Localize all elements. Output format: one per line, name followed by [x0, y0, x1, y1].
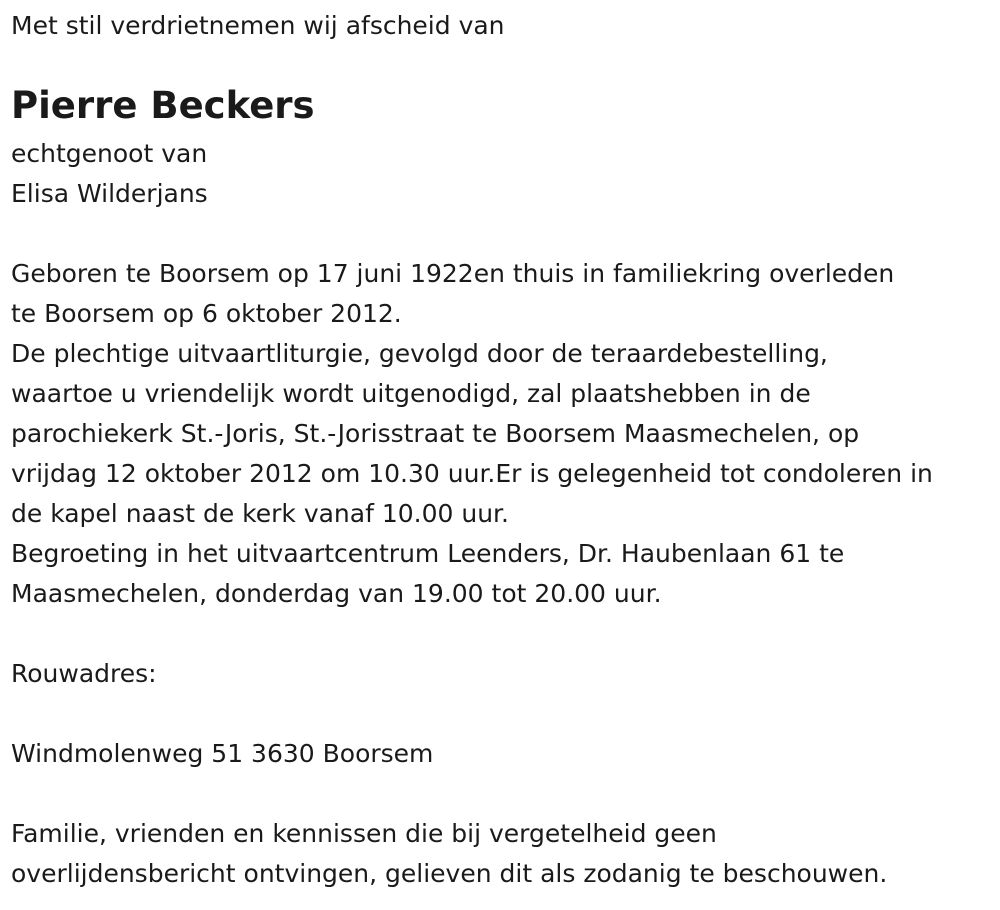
- bio-line: vrijdag 12 oktober 2012 om 10.30 uur.Er is gelegenheid tot condoleren in: [11, 459, 933, 488]
- bio-line: de kapel naast de kerk vanaf 10.00 uur.: [11, 499, 509, 528]
- deceased-name: Pierre Beckers: [11, 84, 315, 127]
- closing-note: [11, 814, 887, 894]
- intro-text: Met stil verdrietnemen wij afscheid van: [11, 11, 505, 40]
- bio-line: Geboren te Boorsem op 17 juni 1922en thuis in familiekring overleden: [11, 259, 895, 288]
- biography-block: [11, 254, 933, 614]
- address-label: Rouwadres:: [11, 659, 157, 688]
- mourning-address: Windmolenweg 51 3630 Boorsem: [11, 739, 434, 768]
- relation-block: [11, 134, 208, 214]
- closing-line: overlijdensbericht ontvingen, gelieven dit als zodanig te beschouwen.: [11, 859, 888, 888]
- bio-line: De plechtige uitvaartliturgie, gevolgd door de teraardebestelling,: [11, 339, 828, 368]
- bio-line: te Boorsem op 6 oktober 2012.: [11, 299, 402, 328]
- closing-line: Familie, vrienden en kennissen die bij vergetelheid geen: [11, 819, 717, 848]
- spouse-name: Elisa Wilderjans: [11, 179, 208, 208]
- bio-line: waartoe u vriendelijk wordt uitgenodigd, zal plaatshebben in de: [11, 379, 811, 408]
- relation-line: echtgenoot van: [11, 139, 208, 168]
- bio-line: parochiekerk St.-Joris, St.-Jorisstraat te Boorsem Maasmechelen, op: [11, 419, 860, 448]
- bio-line: Maasmechelen, donderdag van 19.00 tot 20.00 uur.: [11, 579, 662, 608]
- bio-line: Begroeting in het uitvaartcentrum Leenders, Dr. Haubenlaan 61 te: [11, 539, 845, 568]
